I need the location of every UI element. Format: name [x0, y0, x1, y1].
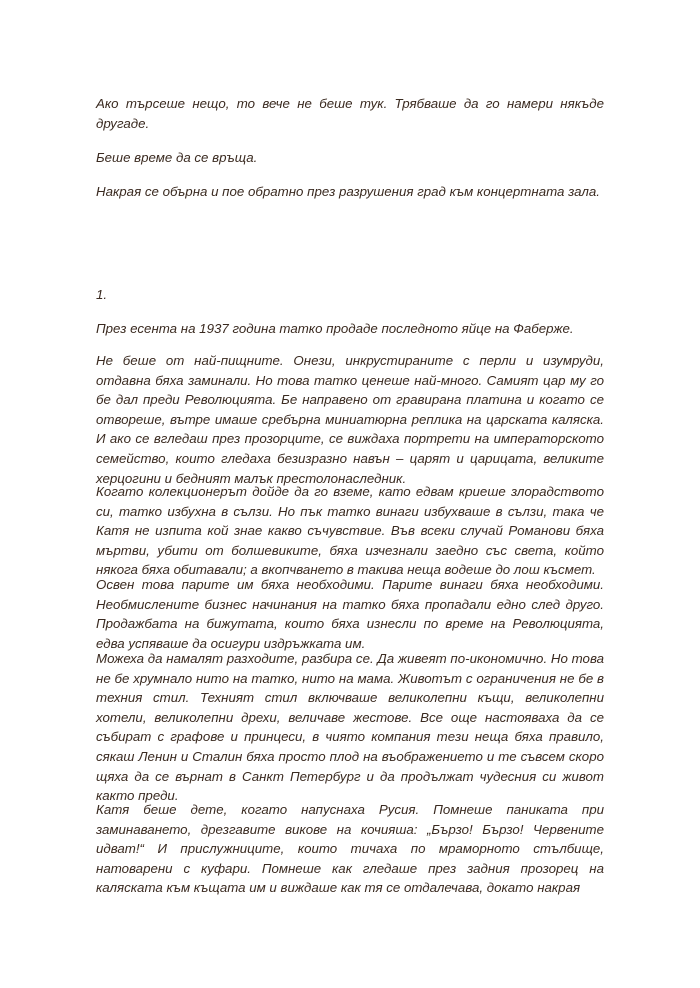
paragraph-turned-back: Накрая се обърна и пое обратно през разрушения град към концертната зала.: [96, 184, 600, 199]
paragraph-collector: Когато колекционерът дойде да го вземе, като едвам криеше злорадството си, татко избухна в сълзи. Но пък татко винаги избухваше в сълзи, така че Катя не изпита кой знае какво съчувствие. Във всеки случай Романови бяха мъртви, убити от болшевиките, бяха изчезнали заедно със света, който някога бяха обитавали; а вкопчването в такива неща водеше до лош късмет.: [96, 484, 604, 578]
paragraph-egg-description: Не беше от най-пищните. Онези, инкрустираните с перли и изумруди, отдавна бяха заминали. Но това татко ценеше най-много. Самият цар му го бе дал преди Революцията. Бе направено от гравирана платина и когато се отвореше, вътре имаше сребърна миниатюрна реплика на царската каляска. И ако се вгледаш през прозорците, се виждаха портрети на императорското семейство, които гледаха безизразно навън – царят и царицата, великите херцогини и бедният малък престолонаследник.: [96, 353, 604, 486]
paragraph-money-needed: Освен това парите им бяха необходими. Парите винаги бяха необходими. Необмислените бизнес начинания на татко бяха пропадали едно след друго. Продажбата на бижутата, които бяха изнесли по време на Революцията, едва успяваше да осигури издръжката им.: [96, 577, 604, 651]
paragraph-search-elsewhere: Ако търсеше нещо, то вече не беше тук. Трябваше да го намери някъде другаде.: [96, 96, 604, 131]
paragraph-time-to-return: Беше време да се връща.: [96, 150, 258, 165]
paragraph-reduce-expenses: Можеха да намалят разходите, разбира се. Да живеят по-икономично. Но това не бе хрумнало нито на татко, нито на мама. Животът с ограничения не бе в техния стил. Техният стил включваше великолепни къщи, великолепни хотели, великолепни дрехи, величаве жестове. Все още настояваха да се събират с графове и принцеси, в чиято компания тези неща бяха правило, сякаш Ленин и Сталин бяха просто плод на въображението и те съвсем скоро щяха да се върнат в Санкт Петербург и да продължат чудесния си живот както преди.: [96, 651, 604, 804]
chapter-number: 1.: [96, 287, 108, 302]
paragraph-leaving-russia: Катя беше дете, когато напуснаха Русия. Помнеше паниката при заминаването, дрезгавите викове на кочияша: „Бързо! Бързо! Червените идват!“ И прислужниците, които тичаха по мраморното стълбище, натоварени с куфари. Помнеше как гледаше през задния прозорец на каляската към къщата им и виждаше как тя се отдалечава, докато накрая: [96, 802, 604, 896]
paragraph-faberge-egg-sale: През есента на 1937 година татко продаде последното яйце на Фаберже.: [96, 321, 574, 336]
